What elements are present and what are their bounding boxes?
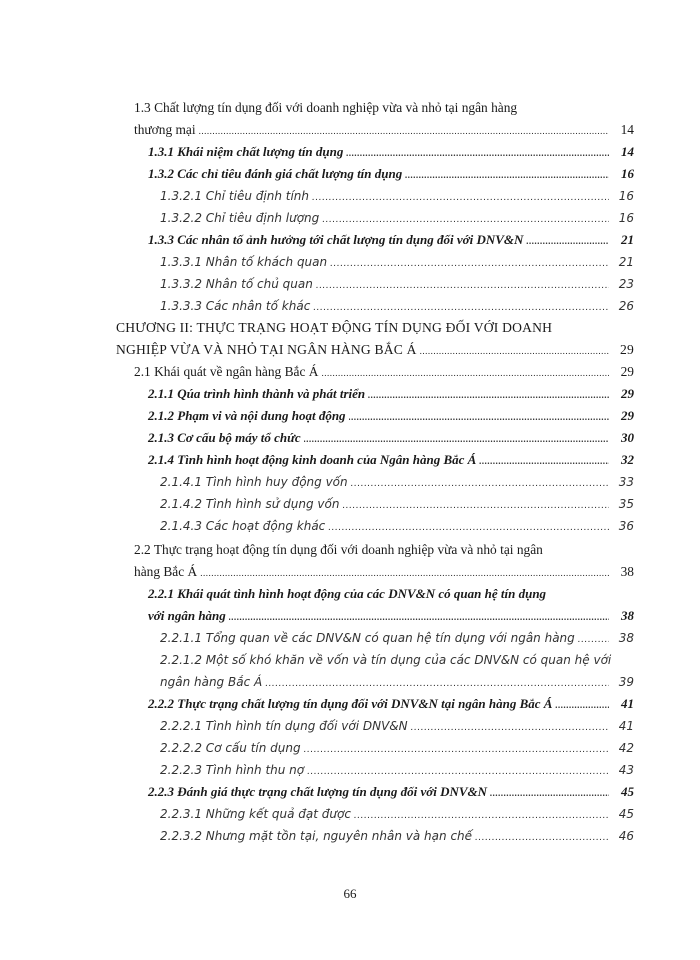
leader-dots <box>313 298 609 318</box>
page-ref: 29 <box>621 386 634 401</box>
page-ref: 43 <box>618 763 634 777</box>
toc-entry[interactable]: 2.1.4.2 Tình hình sử dụng vốn ..... 35 <box>160 494 634 514</box>
toc-entry-2-2-line1: 2.2 Thực trạng hoạt động tín dụng đối với doanh nghiệp vừa và nhỏ tại ngân <box>134 542 543 557</box>
page-ref: 35 <box>618 497 634 511</box>
leader-dots <box>354 806 609 826</box>
leader-dots <box>346 143 609 163</box>
toc-entry-1-3-line1: 1.3 Chất lượng tín dụng đối với doanh nghiệp vừa và nhỏ tại ngân hàng <box>134 100 518 115</box>
toc-entry[interactable]: hàng Bắc Á ..... 38 <box>134 562 634 582</box>
toc-entry[interactable]: 2.1.1 Qúa trình hình thành và phát triển ..... 29 <box>148 384 634 404</box>
toc-entry[interactable]: 2.1 Khái quát về ngân hàng Bắc Á ..... 29 <box>134 362 634 382</box>
toc-entry[interactable]: thương mại ..... 14 <box>134 120 634 140</box>
leader-dots <box>475 828 609 848</box>
leader-dots <box>479 451 609 471</box>
page-ref: 21 <box>618 255 634 269</box>
toc-entry[interactable]: 1.3.1 Khái niệm chất lượng tín dụng ..... 14 <box>148 142 634 162</box>
toc-entry[interactable]: với ngân hàng ..... 38 <box>148 606 634 626</box>
toc-entry[interactable]: 1.3.3.3 Các nhân tố khác ..... 26 <box>160 296 634 316</box>
leader-dots <box>328 518 609 538</box>
toc-entry[interactable]: 2.2.2.2 Cơ cấu tín dụng ..... 42 <box>160 738 634 758</box>
leader-dots <box>307 762 609 782</box>
page-ref: 46 <box>618 829 634 843</box>
page-ref: 23 <box>618 277 634 291</box>
toc-entry[interactable]: 1.3.2.1 Chỉ tiêu định tính ..... 16 <box>160 186 634 206</box>
page-ref: 39 <box>618 675 634 689</box>
leader-dots <box>342 496 609 516</box>
leader-dots <box>349 407 609 427</box>
leader-dots <box>351 474 609 494</box>
page-ref: 16 <box>621 166 634 181</box>
page-number: 66 <box>343 886 357 901</box>
leader-dots <box>405 165 609 185</box>
leader-dots <box>330 254 609 274</box>
leader-dots <box>199 121 609 141</box>
toc-entry[interactable]: ngân hàng Bắc Á ..... 39 <box>160 672 634 692</box>
leader-dots <box>304 740 609 760</box>
toc-entry-2-2-1-2-line1: 2.2.1.2 Một số khó khăn về vốn và tín dụng của các DNV&N có quan hệ với <box>160 653 612 667</box>
leader-dots <box>578 630 609 650</box>
leader-dots <box>322 210 609 230</box>
toc-entry[interactable]: 2.1.2 Phạm vi và nội dung hoạt động ..... 29 <box>148 406 634 426</box>
toc-entry[interactable]: 2.2.3.1 Những kết quả đạt được ..... 45 <box>160 804 634 824</box>
leader-dots <box>321 363 609 383</box>
toc-entry[interactable]: 2.1.4.1 Tình hình huy động vốn ..... 33 <box>160 472 634 492</box>
page-ref: 29 <box>621 408 634 423</box>
page-ref: 14 <box>621 144 634 159</box>
toc-entry[interactable]: 2.1.4.3 Các hoạt động khác ..... 36 <box>160 516 634 536</box>
toc-entry[interactable]: 2.2.3 Đánh giá thực trạng chất lượng tín dụng đối với DNV&N ..... 45 <box>148 782 634 802</box>
toc-entry[interactable]: 1.3.2.2 Chỉ tiêu định lượng ..... 16 <box>160 208 634 228</box>
page-ref: 29 <box>620 364 634 379</box>
page-ref: 36 <box>618 519 634 533</box>
page-ref: 14 <box>620 122 634 137</box>
page-ref: 38 <box>621 608 634 623</box>
leader-dots <box>555 695 609 715</box>
leader-dots <box>312 188 609 208</box>
page-ref: 26 <box>618 299 634 313</box>
toc-entry[interactable]: 1.3.3.1 Nhân tố khách quan ..... 21 <box>160 252 634 272</box>
leader-dots <box>490 783 609 803</box>
page-ref: 21 <box>621 232 634 247</box>
toc-entry[interactable]: 1.3.2 Các chỉ tiêu đánh giá chất lượng tín dụng ..... 16 <box>148 164 634 184</box>
toc-entry[interactable]: 1.3.3 Các nhân tố ảnh hưởng tới chất lượng tín dụng đối với DNV&N ..... 21 <box>148 230 634 250</box>
page-ref: 16 <box>618 211 634 225</box>
page-ref: 16 <box>618 189 634 203</box>
leader-dots <box>200 563 609 583</box>
leader-dots <box>304 429 609 449</box>
page-ref: 41 <box>621 696 634 711</box>
toc-entry[interactable]: NGHIỆP VỪA VÀ NHỎ TẠI NGÂN HÀNG BẮC Á ..... 29 <box>116 340 634 360</box>
toc-entry-2-2-1-line1: 2.2.1 Khái quát tình hình hoạt động của các DNV&N có quan hệ tín dụng <box>148 586 547 601</box>
toc-entry[interactable]: 2.2.2 Thực trạng chất lượng tín dụng đối với DNV&N tại ngân hàng Bắc Á ..... 41 <box>148 694 634 714</box>
page-ref: 32 <box>621 452 634 467</box>
toc-entry[interactable]: 2.1.3 Cơ cấu bộ máy tổ chức ..... 30 <box>148 428 634 448</box>
page-ref: 38 <box>620 564 634 579</box>
toc-chapter-line1: CHƯƠNG II: THỰC TRẠNG HOẠT ĐỘNG TÍN DỤNG ĐỐI VỚI DOANH <box>116 320 553 335</box>
leader-dots <box>411 718 609 738</box>
leader-dots <box>420 341 609 361</box>
page-ref: 29 <box>620 342 634 357</box>
page-ref: 30 <box>621 430 634 445</box>
toc-entry[interactable]: 2.2.1.1 Tổng quan về các DNV&N có quan hệ tín dụng với ngân hàng ..... 38 <box>160 628 634 648</box>
toc-entry[interactable]: 2.1.4 Tình hình hoạt động kinh doanh của Ngân hàng Bắc Á ..... 32 <box>148 450 634 470</box>
leader-dots <box>229 607 609 627</box>
page-ref: 42 <box>618 741 634 755</box>
page-ref: 45 <box>621 784 634 799</box>
leader-dots <box>368 385 609 405</box>
leader-dots <box>265 674 609 694</box>
toc-entry[interactable]: 1.3.3.2 Nhân tố chủ quan ..... 23 <box>160 274 634 294</box>
page-ref: 41 <box>618 719 634 733</box>
page-ref: 45 <box>618 807 634 821</box>
toc-entry[interactable]: 2.2.3.2 Nhưng mặt tồn tại, nguyên nhân và hạn chế ..... 46 <box>160 826 634 846</box>
page-ref: 38 <box>618 631 634 645</box>
leader-dots <box>526 231 609 251</box>
toc-entry[interactable]: 2.2.2.3 Tình hình thu nợ ..... 43 <box>160 760 634 780</box>
leader-dots <box>316 276 609 296</box>
page-ref: 33 <box>618 475 634 489</box>
toc-entry[interactable]: 2.2.2.1 Tình hình tín dụng đối với DNV&N ..... 41 <box>160 716 634 736</box>
